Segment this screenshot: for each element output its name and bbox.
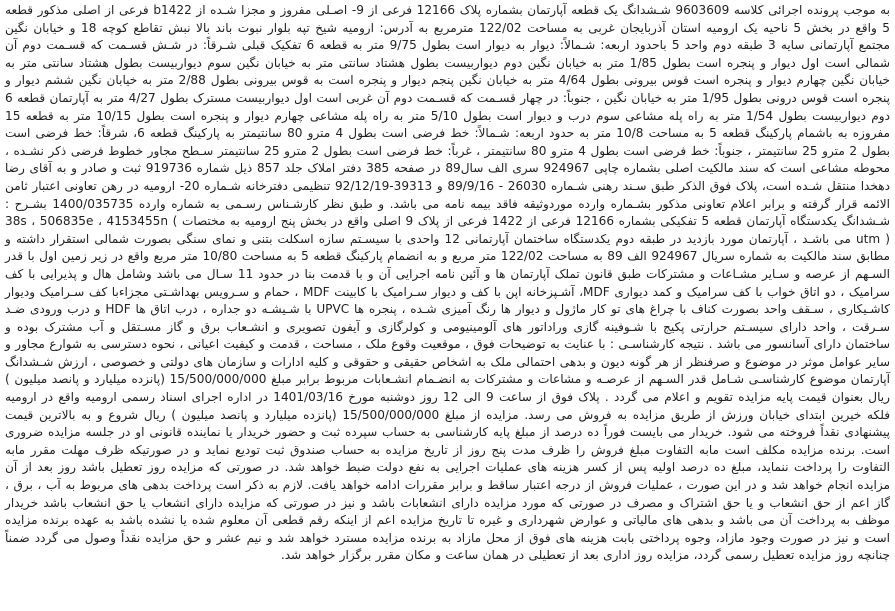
auction-notice-text: به موجب پرونده اجرائی کلاسه 9603609 شـشدانگ یک قطعه آپارتمان بشماره پلاک 12166 فرعی از 9- اصـلی مفروز و مجزا شـده از b1422 فرعی از اصلی مذکور قطعه 5 واقع در بخش 5 ناحیه یک ارومیه استان آذربایجان غربی به مساحت 122/02 مترمربع به آدرس: ارومیه شیخ تپه بلوار نبوت باند بالا نبش تقاطع کوچه 18 و خیابان نگین مجتمع آپارتمانی سایه 3 طبقه دوم واحد 5 باحدود اربعه: شـمالاً: دیوار به دیوار است بطول 9/75 متر به قطعه 6 تفکیک قبلی شـرقاً: در شـش قسـمت که قسـمت دوم آن شمالی است اول دیوار و پنجره است بطول 1/85 متر به خیابان نگین دوم دیواربیست بطول هشتاد سانتی متر به خیابان نگین سوم دیواربیست بطول هشتاد سانتی متر به خیابان نگین چهارم دیوار و پنجره است قوس بیرونی بطول 4/64 متر به خیابان نگین پنجم دیوار و پنجره است به قوس بیرونی بطول 2/88 متر به خیابان نگین ششم دیوار و پنجره است قوس درونی بطول 1/95 متر به خیابان نگین ، جنوباً: در چهار قسـمت که قسـمت دوم آن غربی است اول دیواربیست مسترک بطول 4/27 متر به آپارتمان قطعه 6 دوم دیواربیست بطول 1/54 متر به راه پله مشاعی سوم درب و دیوار است بطول 5/10 متر به راه پله مشاعی چهارم دیوار و پنجره است بطول 10/15 متر به قطعه 15 مفروزه به باشمام پارکینگ قطعه 5 به مساحت 10/8 متر به حدود اربعه: شـمالاً: خط فرضی است بطول 4 مترو 80 سانتیمتر به پارکینگ قطعه 6، شرقاً: خط فرضی است بطول 2 مترو 25 سانتیمتر ، جنوباً: خط فرضی است بطول 4 مترو 80 سانتیمتر ، غرباً: خط فرضی است بطول 2 مترو 25 سانتیمتر سـطح مجاور خطوط فرضی ذکر نشـده ، محوطه مشاعی است که سند مالکیت اصلی بشماره چاپی 924967 سری الف سال89 در صفحه 385 دفتر املاک جلد 857 ذیل شماره 919736 ثبت و صادر و به آقای رضا دهخدا منتقل شـده است، پلاک فوق الذکر طبق سـند رهنی شـماره 26030 - 89/9/16 و 39313-92/12/19 تنظیمی دفترخانه شـماره 20- ارومیه در رهن تعاونی اعتبار ثامن الائمه قرار گرفته و برابر اعلام تعاونی مذکور بشـماره وارده موردوثیقه فاقد بیمه نامه می باشد. و طبق نظر کارشـناس رسـمی به شماره وارده 1400/035735 بشـرح : شـشدانگ یکدستگاه آپارتمان قطعه 5 تفکیکی بشماره 12166 فرعی از 1422 فرعی از پلاک 9 اصلی واقع در بخش پنج ارومیه به مختصات 38s ، 506835e ، 4153455n ( utm ) می باشـد ، آپارتمان مورد بازدید در طبقه دوم یکدستگاه ساختمان آپارتمانی 12 واحدی با سیسـتم سازه اسکلت بتنی و نمای سنگی بصورت شمالی استقرار داشته و مطابق سند مالکیت به شماره سریال 924967 الف 89 به مساحت 122/02 متر مربع و به انضمام پارکینگ قطعه 5 به مساحت 10/80 متر مربع واقع در زیر زمین اول با قدر السـهم از عرصه و سـایر مشـاعات و مشترکات طبق قانون تملک آپارتمان ها و آئین نامه اجرایی آن و با قدمت بنا در حدود 11 سـال می باشد وشامل هال و پذیرایی با کف سرامیک ، دو اتاق خواب با کف سرامیک و کمد دیواری MDF، آشـپزخانه اپن با کف و دیوار سـرامیک با کابینت MDF ، حمام و سـرویس بهداشـتی مجزاءبا کف سـرامیک ودیوار کاشـیکاری ، سـقف واحد بصورت کناف با چراغ های تو کار ماژول و دیوار ها رنگ آمیزی شـده ، پنجره ها UPVC با شـیشـه دو جداره ، درب اتاق ها HDF و درب ورودی ضـد سـرقت ، واحد دارای سیسـتم حرارتی پکیج با شـوفینه گازی وراداتور های آلومینیومی و کولرگازی و آیفون تصویری و انشـعاب برق و گاز مسـتقل و آب مشترک بوده و ساختمان دارای آسانسور می باشد . نتیجه کارشناسـی : با عنایت به توضیحات فوق ، موقعیت وقوع ملک ، مساحت ، قدمت و کیفیت اعیانی ، نحوه دسترسی به شوارع مجاور و سایر عوامل موثر در موضوع و صرفنظر از هر گونه دیون و بدهی احتمالی ملک به اشخاص حقیقی و حقوقی و کلیه ادارات و سازمان های دولتی و خصوصی ، ارزش شـشدانگ آپارتمان موضوع کارشناسـی شـامل قدر السـهم از عرصـه و مشاعات و مشترکات به انضـمام انشـعابات مربوط برابر مبلغ 15/500/000/000 (پانزده میلیارد و پانصد میلیون ) ریال بعنوان قیمت پایه مزایده تقویم و اعلام می گردد . پلاک فوق از ساعت 9 الی 12 روز دوشنبه مورخ 1401/03/16 در اداره اجرای اسناد رسمی ارومیه واقع در ارومیه فلکه خیرین ابتدای خیابان ورزش از طریق مزایده به فروش می رسد. مزایده از مبلغ 15/500/000/000 (پانزده میلیارد و پانصد میلیون ) ریال شروع و به بالاترین قیمت پیشنهادی نقداً فروخته می شود. خریدار می بایست فوراً ده درصد از مبلغ پایه کارشناسی به حساب سپرده ثبت و حضور خریدار یا نماینده قانونی او در جلسه مزایده ضروری است. برنده مزایده مکلف است مابه التفاوت مبلغ فروش را ظرف مدت پنج روز از تاریخ مزایده به حساب صندوق ثبت تودیع نماید و در صورتیکه ظرف مهلت مقرر مابه التفاوت را پرداخت ننماید، مبلغ ده درصد اولیه پس از کسر هزینه های عملیات اجرایی به نفع دولت ضبط خواهد شد. در صورتی که مزایده روز تعطیل باشد روز بعد از آن مزایده انجام خواهد شد و در این صورت ، عملیات فروش از درجه اعتبار ساقط و برابر مقررات ادامه خواهد یافت. لازم به ذکر است پرداخت بدهی های مربوط به آب ، برق ، گاز اعم از حق انشعاب و یا حق اشتراک و مصرف در صورتی که مورد مزایده دارای انشعابات باشد و نیز در صورتی که مزایده دارای انشعاب یا حق انشعاب باشد خریدار موظف به پرداخت آن می باشد و بدهی های مالیاتی و عوارض شهرداری و غیره تا تاریخ مزایده اعم از اینکه رقم قطعی آن معلوم شده یا نشده باشد به عهده برنده مزایده است و نیز در صورت وجود مازاد، وجوه پرداختی بابت هزینه های فوق از محل مازاد به برنده مزایده مسترد خواهد شد و نیم عشر و حق مزایده نقداً وصول می گردد ضمناً چنانچه روز مزایده تعطیل رسمی گردد، مزایده روز اداری بعد از تعطیلی در همان ساعت و مکان مقرر برگزار خواهد شد. bbox=[5, 3, 891, 563]
